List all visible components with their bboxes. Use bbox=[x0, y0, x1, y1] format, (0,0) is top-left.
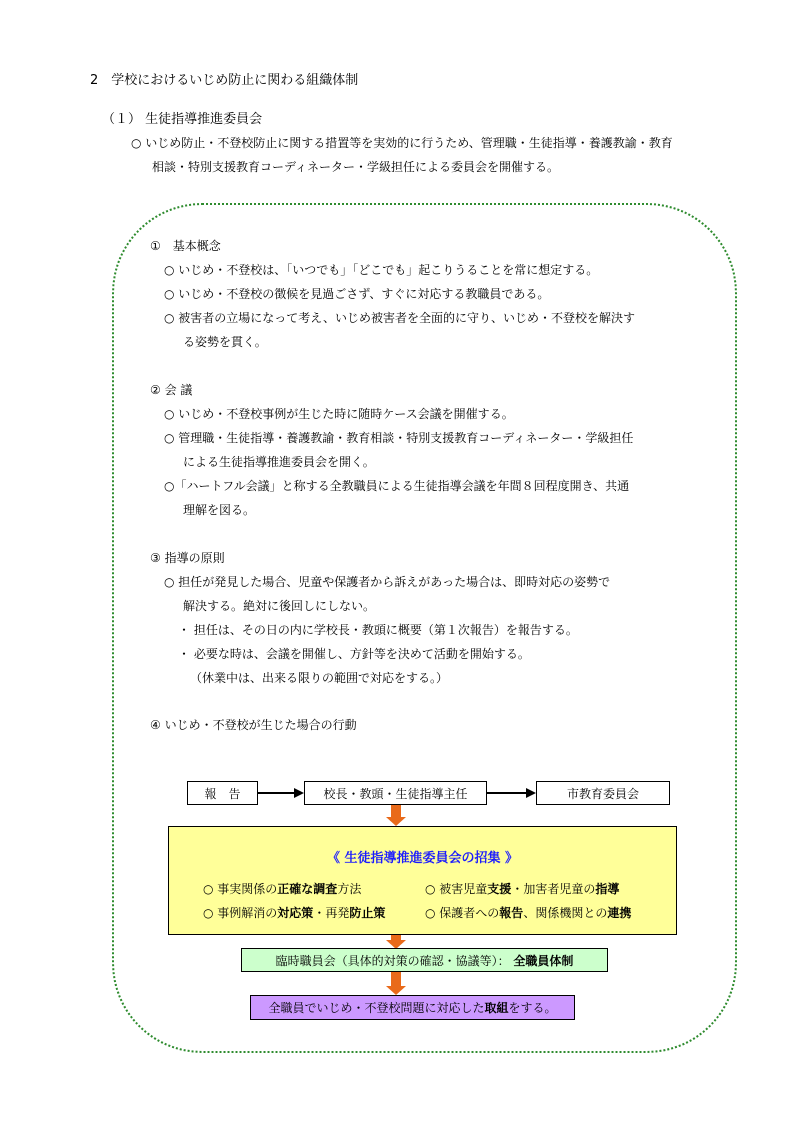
meeting-item-1: ○ いじめ・不登校事例が生じた時に随時ケース会議を開催する。 bbox=[164, 407, 514, 421]
principle-item-1b: 解決する。絶対に後回しにしない。 bbox=[183, 599, 376, 613]
convene-item-1: ○ 事実関係の正確な調査方法 bbox=[203, 882, 362, 896]
convene-title: 《 生徒指導推進委員会の招集 》 bbox=[326, 851, 519, 866]
convene-item-3: ○ 事例解消の対応策・再発防止策 bbox=[203, 906, 386, 920]
intro-line-2: 相談・特別支援教育コーディネーター・学級担任による委員会を開催する。 bbox=[152, 160, 560, 174]
final-action-box: 全職員でいじめ・不登校問題に対応した 取組 をする。 bbox=[250, 995, 575, 1020]
orange-arrow-3-head bbox=[386, 986, 406, 995]
concept-title: ① 基本概念 bbox=[150, 239, 221, 253]
section-title: （１） 生徒指導推進委員会 bbox=[102, 112, 263, 127]
concept-item-1: ○ いじめ・不登校は、「いつでも」「どこでも」起こりうることを常に想定する。 bbox=[164, 263, 599, 277]
principal-box: 校長・教頭・生徒指導主任 bbox=[304, 781, 487, 805]
concept-item-2: ○ いじめ・不登校の徴候を見過ごさず、すぐに対応する教職員である。 bbox=[164, 287, 550, 301]
staff-meeting-box: 臨時職員会（具体的対策の確認・協議等）： 全職員体制 bbox=[241, 948, 608, 972]
principle-bullet-2b: （休業中は、出来る限りの範囲で対応をする。） bbox=[190, 671, 449, 685]
meeting-title: ② 会 議 bbox=[150, 383, 193, 397]
principle-bullet-2: ・ 必要な時は、会議を開催し、方針等を決めて活動を開始する。 bbox=[178, 647, 530, 661]
arrow-principal-to-board bbox=[487, 788, 536, 798]
convene-item-4: ○ 保護者への報告、関係機関との連携 bbox=[425, 906, 632, 920]
orange-arrow-3-stem bbox=[391, 972, 401, 986]
principle-bullet-1: ・ 担任は、その日の内に学校長・教頭に概要（第１次報告）を報告する。 bbox=[178, 623, 578, 637]
board-box: 市教育委員会 bbox=[536, 781, 670, 805]
report-box: 報 告 bbox=[187, 781, 258, 805]
meeting-item-2b: による生徒指導推進委員会を開く。 bbox=[183, 455, 375, 469]
convene-box bbox=[168, 826, 677, 935]
orange-arrow-1-head bbox=[386, 817, 406, 826]
meeting-item-3a: ○「ハートフル会議」と称する全教職員による生徒指導会議を年間８回程度開き、共通 bbox=[164, 479, 630, 493]
page-heading: 2 学校におけるいじめ防止に関わる組織体制 bbox=[90, 73, 359, 88]
meeting-item-2a: ○ 管理職・生徒指導・養護教諭・教育相談・特別支援教育コーディネーター・学級担任 bbox=[164, 431, 634, 445]
intro-line-1: ○ いじめ防止・不登校防止に関する措置等を実効的に行うため、管理職・生徒指導・養護教諭・教育 bbox=[131, 136, 673, 150]
principle-title: ③ 指導の原則 bbox=[150, 551, 225, 565]
meeting-item-3b: 理解を図る。 bbox=[183, 503, 256, 517]
orange-arrow-1-stem bbox=[391, 805, 401, 817]
action-title: ④ いじめ・不登校が生じた場合の行動 bbox=[150, 718, 357, 732]
principle-item-1a: ○ 担任が発見した場合、児童や保護者から訴えがあった場合は、即時対応の姿勢で bbox=[164, 575, 611, 589]
concept-item-3a: ○ 被害者の立場になって考え、いじめ被害者を全面的に守り、いじめ・不登校を解決す bbox=[164, 311, 636, 325]
convene-item-2: ○ 被害児童支援・加害者児童の指導 bbox=[425, 882, 620, 896]
concept-item-3b: る姿勢を貫く。 bbox=[183, 335, 267, 349]
arrow-report-to-principal bbox=[258, 788, 304, 798]
